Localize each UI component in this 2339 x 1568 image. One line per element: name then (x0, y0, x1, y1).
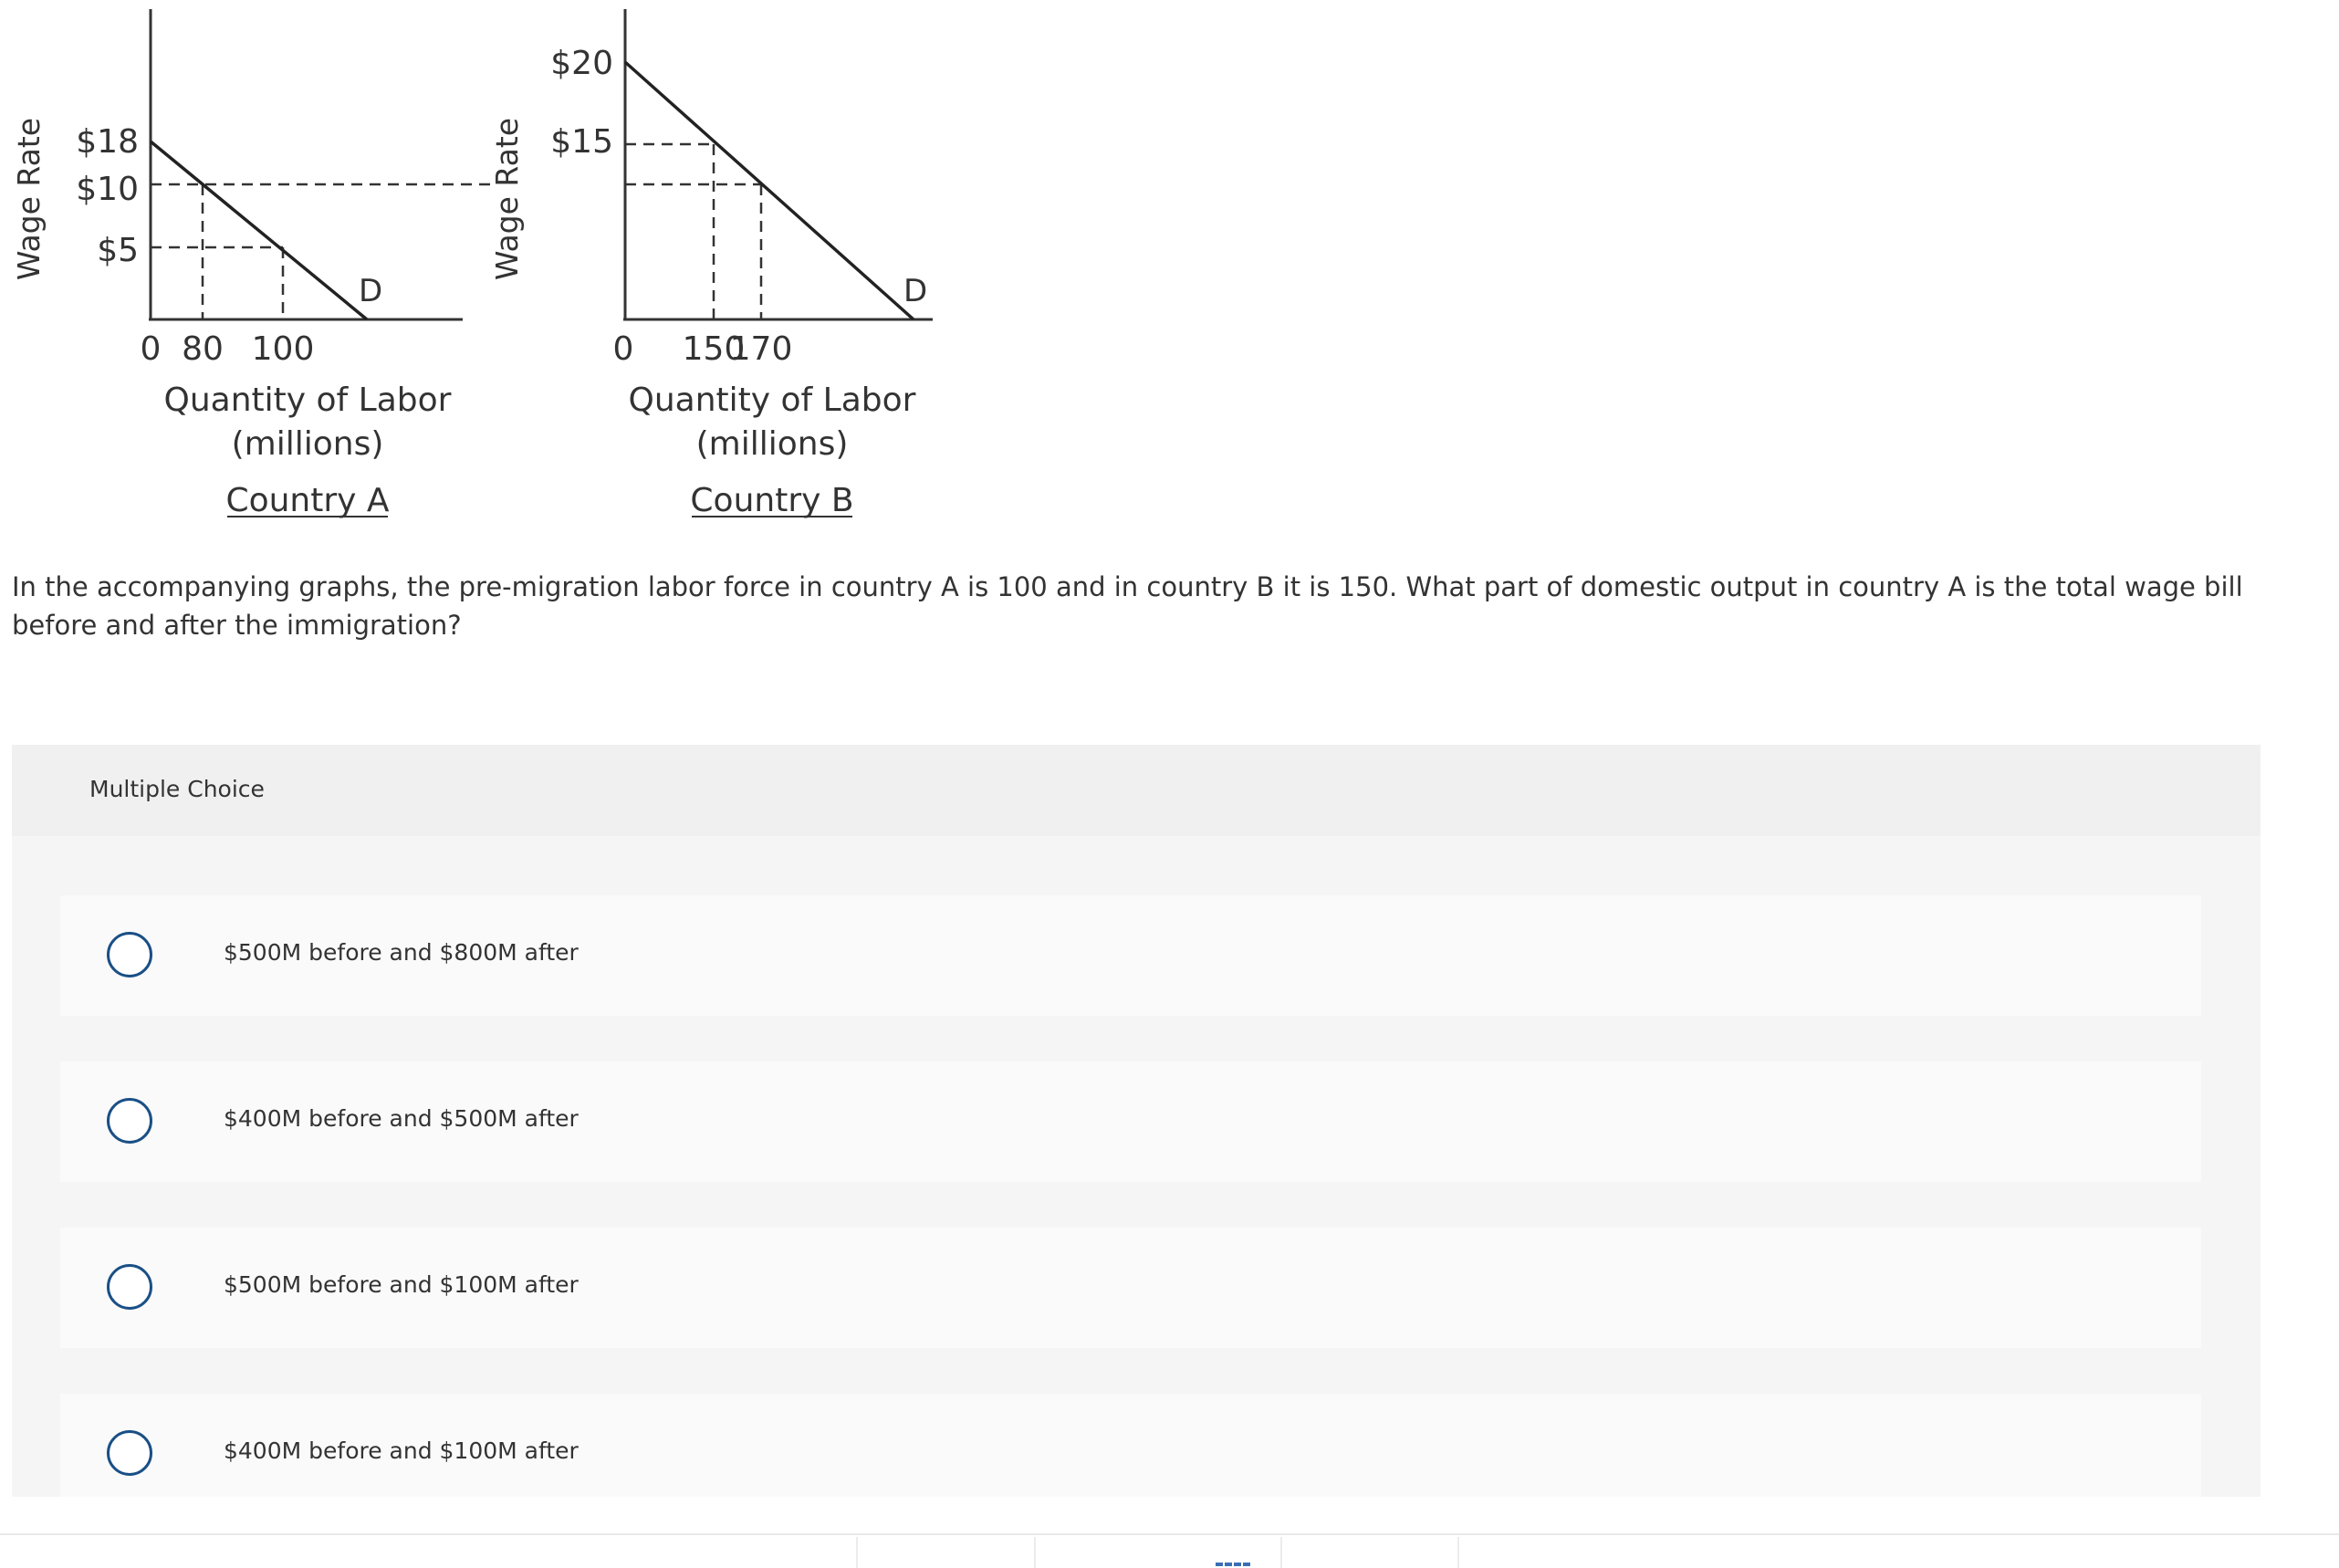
country-b-y-tick: $15 (550, 123, 613, 161)
country-a-x-tick: 0 (140, 330, 162, 368)
answer-option-3[interactable] (60, 1228, 2201, 1348)
country-a-x-tick: 80 (182, 330, 224, 368)
answer-option-label: $500M before and $800M after (224, 939, 579, 966)
country-a-x-axis-label: Quantity of Labor (163, 382, 452, 419)
footer-separator (856, 1537, 858, 1568)
answer-option-4[interactable] (60, 1394, 2201, 1497)
country-b-demand-label: D (903, 273, 928, 309)
answer-option-2[interactable] (60, 1061, 2201, 1182)
country-a-y-tick: $10 (76, 171, 139, 208)
multiple-choice-panel (12, 745, 2261, 1497)
answer-option-1[interactable] (60, 895, 2201, 1016)
country-b-x-tick: 150 (682, 330, 746, 368)
radio-button[interactable] (107, 1098, 152, 1144)
footer-separator (1034, 1537, 1036, 1568)
radio-button[interactable] (107, 932, 152, 977)
country-a-demand-curve (151, 141, 367, 319)
radio-button[interactable] (107, 1264, 152, 1310)
graph-country-b (489, 9, 933, 519)
country-b-x-axis-label: Quantity of Labor (628, 382, 916, 419)
country-a-y-tick: $18 (76, 123, 139, 161)
answer-option-label: $400M before and $100M after (224, 1437, 579, 1464)
answer-option-label: $400M before and $500M after (224, 1105, 579, 1132)
footer-divider-line (0, 1533, 2339, 1535)
country-a-label: Country A (225, 482, 390, 519)
country-a-demand-label: D (359, 273, 383, 309)
question-text: In the accompanying graphs, the pre-migration labor force in country A is 100 and in country B it is 150. What part of domestic output in country A is the total wage bill before and after the immigration? (12, 571, 2243, 641)
radio-button[interactable] (107, 1430, 152, 1476)
country-b-y-axis-label: Wage Rate (489, 117, 525, 281)
country-b-x-axis-unit: (millions) (695, 425, 849, 463)
footer-indicator (1216, 1563, 1250, 1566)
country-a-x-axis-unit: (millions) (231, 425, 384, 463)
labor-market-graphs (0, 0, 940, 538)
country-b-label: Country B (690, 482, 854, 519)
country-a-y-tick: $5 (97, 232, 139, 269)
country-b-x-tick: 170 (729, 330, 793, 368)
footer-separator (1280, 1537, 1282, 1568)
country-a-x-tick: 100 (251, 330, 315, 368)
multiple-choice-header (12, 745, 2261, 836)
country-b-x-tick: 0 (612, 330, 634, 368)
country-a-y-axis-label: Wage Rate (11, 117, 47, 281)
multiple-choice-title: Multiple Choice (89, 776, 265, 802)
country-b-demand-curve (625, 62, 914, 319)
answer-option-label: $500M before and $100M after (224, 1271, 579, 1298)
graph-country-a (11, 9, 497, 519)
footer-separator (1457, 1537, 1459, 1568)
country-b-y-tick: $20 (550, 45, 613, 82)
